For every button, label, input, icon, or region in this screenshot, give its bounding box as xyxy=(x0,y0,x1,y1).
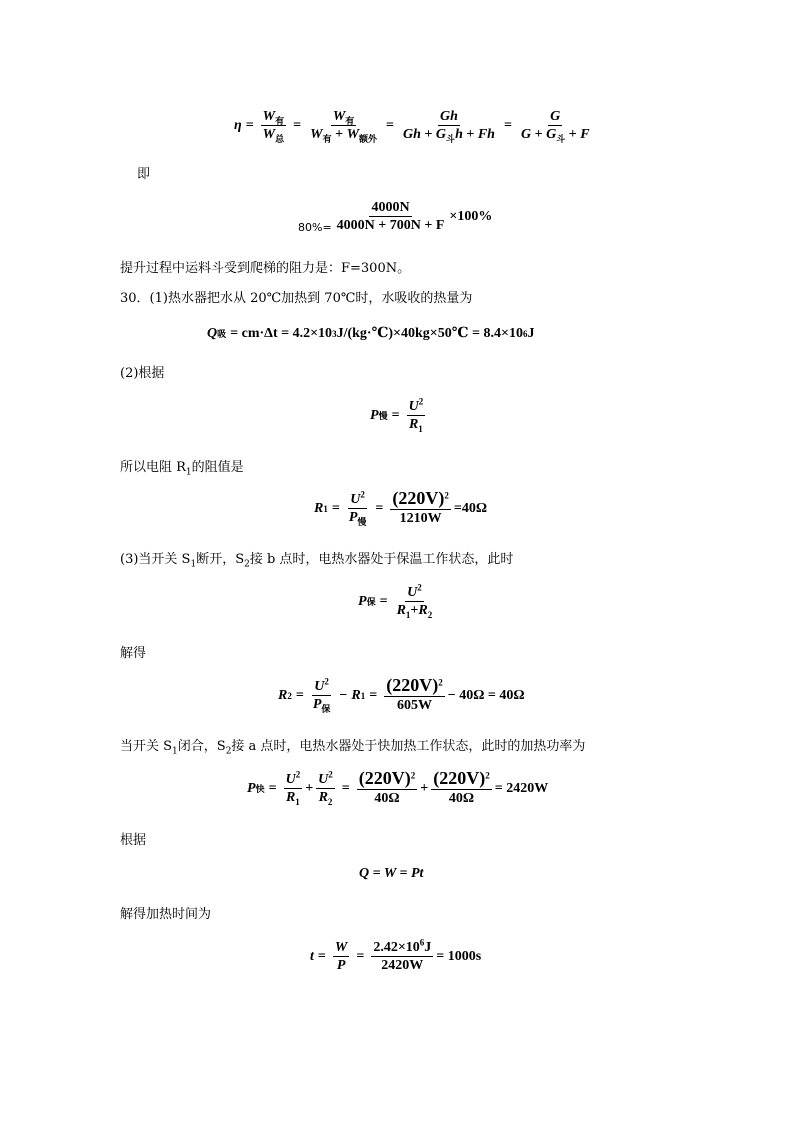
fraction: $\frac{W_有}{W_总}$ xyxy=(262,109,285,144)
fraction: $\frac{G}{G + G_斗 + F}$ xyxy=(520,109,590,144)
part3-line: (3)当开关 $S_1$断开，$S_2$接 b 点时，电热水器处于保温工作状态，此时 xyxy=(120,552,514,570)
fraction: $\frac{(220V)^2}{40\Omega}$ xyxy=(358,768,416,806)
jiede-label-1: 解得 xyxy=(120,646,147,661)
genju-label: 根据 xyxy=(120,833,147,848)
power-slow-equation: P 慢 = $\frac{U^2}{R_1}$ xyxy=(370,396,424,434)
r1-intro: 所以电阻 $R_1$的阻值是 xyxy=(120,460,244,478)
fraction: $\frac{U^2}{R_1}$ xyxy=(285,769,301,807)
fraction: $\frac{(220V)^2}{40\Omega}$ xyxy=(433,768,490,806)
part2-label: (2)根据 xyxy=(120,366,165,381)
fraction: $\frac{U^2}{R_1+R_2}$ xyxy=(396,582,433,620)
eighty-percent-equation: 80%= $\frac{4000N}{4000N + 700N + F}$ ×100% xyxy=(298,200,493,234)
r1-equation: R 1 = $\frac{U^2}{P_慢}$ = $\frac{(220V)^2}{1210W}$ =40Ω xyxy=(314,488,488,527)
fraction: $\frac{U^2}{R_1}$ xyxy=(408,396,424,434)
fast-heat-line: 当开关 $S_1$闭合，$S_2$接 a 点时，电热水器处于快加热工作状态，此时的加热功率为 xyxy=(120,739,586,757)
fraction: $\frac{U^2}{P_保}$ xyxy=(312,676,331,714)
friction-line: 提升过程中运料斗受到爬梯的阻力是：F=300N。 xyxy=(120,261,411,276)
q30-part1: 30．(1)热水器把水从 20℃加热到 70℃时，水吸收的热量为 xyxy=(120,291,473,306)
fraction: $\frac{2.42\times 10^6J}{2420W}$ xyxy=(373,937,432,973)
fraction: $\frac{W}{P}$ xyxy=(334,940,348,973)
r2-equation: R 2 = $\frac{U^2}{P_保}$ − R 1 = $\frac{(220V)^2}{605W}$ − 40Ω = 40Ω xyxy=(278,675,525,714)
fraction: $\frac{4000N}{4000N + 700N + F}$ xyxy=(336,200,445,233)
fraction: $\frac{(220V)^2}{605W}$ xyxy=(386,675,443,713)
efficiency-equation: η = $\frac{W_有}{W_总}$ = $\frac{W_有}{W_有 + W_{额外}}$ = $\frac{Gh}{Gh + G_斗h + Fh}$ = $\frac{G}{G + G_斗 + F}$ xyxy=(234,109,590,144)
fraction: $\frac{U^2}{R_2}$ xyxy=(318,769,333,807)
fraction: $\frac{Gh}{Gh + G_斗h + Fh}$ xyxy=(403,109,495,144)
fraction: $\frac{W_有}{W_有 + W_{额外}}$ xyxy=(310,109,378,144)
heat-absorbed-equation: Q 吸 = cm·Δt = 4.2×10 3 J/(kg·℃)×40kg×50℃ = 8.4×10 6 J xyxy=(207,325,535,341)
energy-equation: Q = W = Pt xyxy=(359,866,424,881)
ji-label: 即 xyxy=(137,167,151,182)
fraction: $\frac{(220V)^2}{1210W}$ xyxy=(392,488,449,526)
power-keep-warm-equation: P 保 = $\frac{U^2}{R_1+R_2}$ xyxy=(358,582,433,620)
fraction: $\frac{U^2}{P_慢}$ xyxy=(348,489,367,527)
time-equation: t = $\frac{W}{P}$ = $\frac{2.42\times 10^6J}{2420W}$ = 1000s xyxy=(310,937,482,973)
time-intro: 解得加热时间为 xyxy=(120,907,212,922)
power-fast-equation: P 快 = $\frac{U^2}{R_1}$ + $\frac{U^2}{R_2}$ = $\frac{(220V)^2}{40\Omega}$ + $\frac{(220V)^2}{40\Omega}$ = 2420W xyxy=(247,768,549,807)
